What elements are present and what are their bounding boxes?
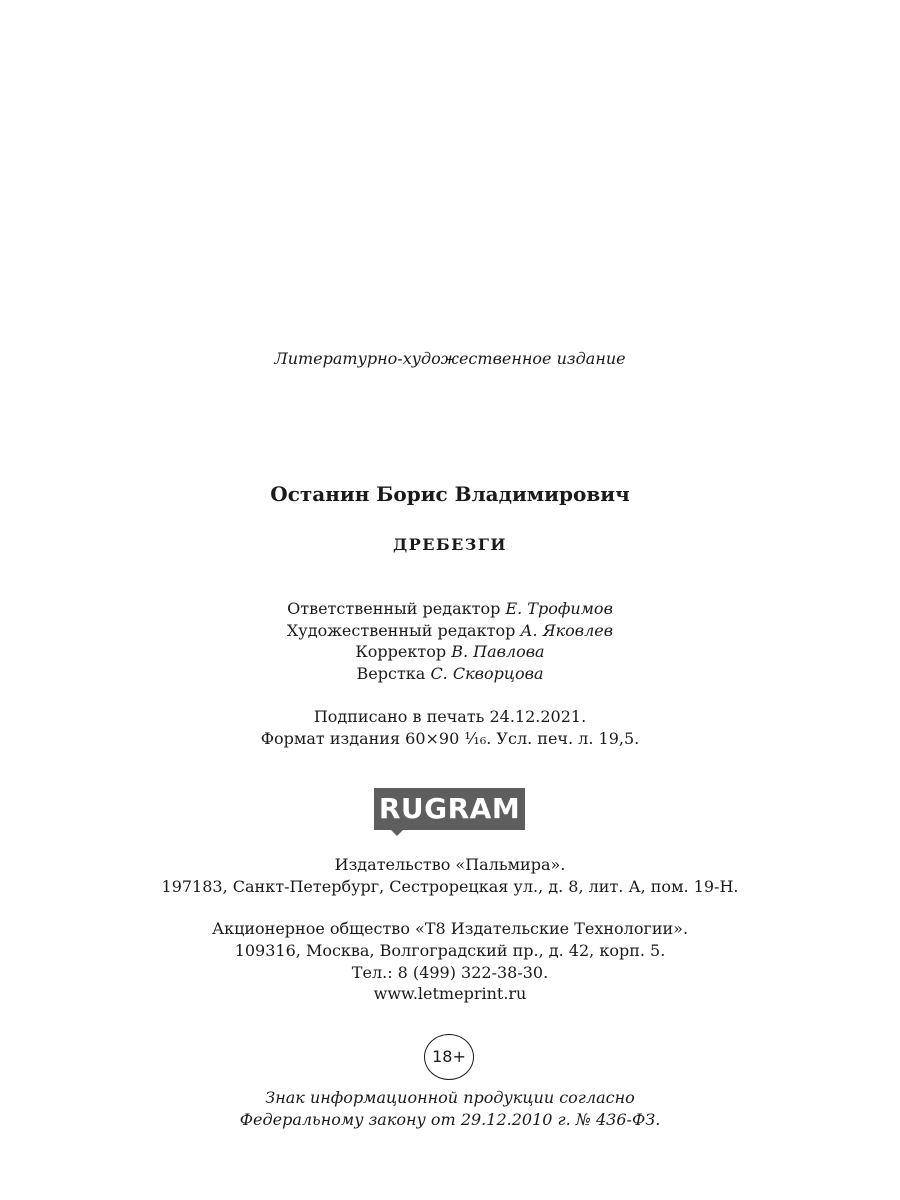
printer-phone: Тел.: 8 (499) 322-38-30.: [351, 963, 549, 982]
printer-website: www.letmeprint.ru: [373, 984, 527, 1003]
staff-line-art-editor: [0, 620, 900, 642]
print-signed: Подписано в печать 24.12.2021.: [313, 707, 587, 726]
age-rating-badge: 18+: [424, 1034, 474, 1080]
staff-line-editor: [0, 598, 900, 620]
printer-name: Акционерное общество «Т8 Издательские Технологии».: [211, 919, 689, 938]
book-title: ДРЕБЕЗГИ: [392, 535, 508, 554]
staff-role: Корректор: [355, 642, 447, 661]
staff-line-layout: [0, 663, 900, 685]
staff-person: В. Павлова: [451, 642, 545, 661]
rugram-logo: RUGRAM: [374, 788, 525, 830]
staff-person: С. Скворцова: [430, 664, 544, 683]
age-rating-note-2: Федеральному закону от 29.12.2010 г. № 436-ФЗ.: [239, 1110, 661, 1129]
printer-address: 109316, Москва, Волгоградский пр., д. 42, корп. 5.: [234, 941, 666, 960]
edition-type: Литературно-художественное издание: [274, 349, 626, 368]
staff-line-proofreader: [0, 641, 900, 663]
age-rating-note-1: Знак информационной продукции согласно: [265, 1088, 635, 1107]
staff-role: Верстка: [356, 664, 426, 683]
staff-person: А. Яковлев: [520, 621, 614, 640]
staff-role: Ответственный редактор: [287, 599, 501, 618]
staff-role: Художественный редактор: [286, 621, 516, 640]
publisher-address: 197183, Санкт-Петербург, Сестрорецкая ул., д. 8, лит. А, пом. 19-Н.: [161, 877, 739, 896]
print-format: Формат издания 60×90 ¹⁄₁₆. Усл. печ. л. 19,5.: [260, 729, 640, 748]
staff-person: Е. Трофимов: [505, 599, 613, 618]
publisher-name: Издательство «Пальмира».: [334, 855, 566, 874]
author-name: Останин Борис Владимирович: [270, 482, 630, 506]
